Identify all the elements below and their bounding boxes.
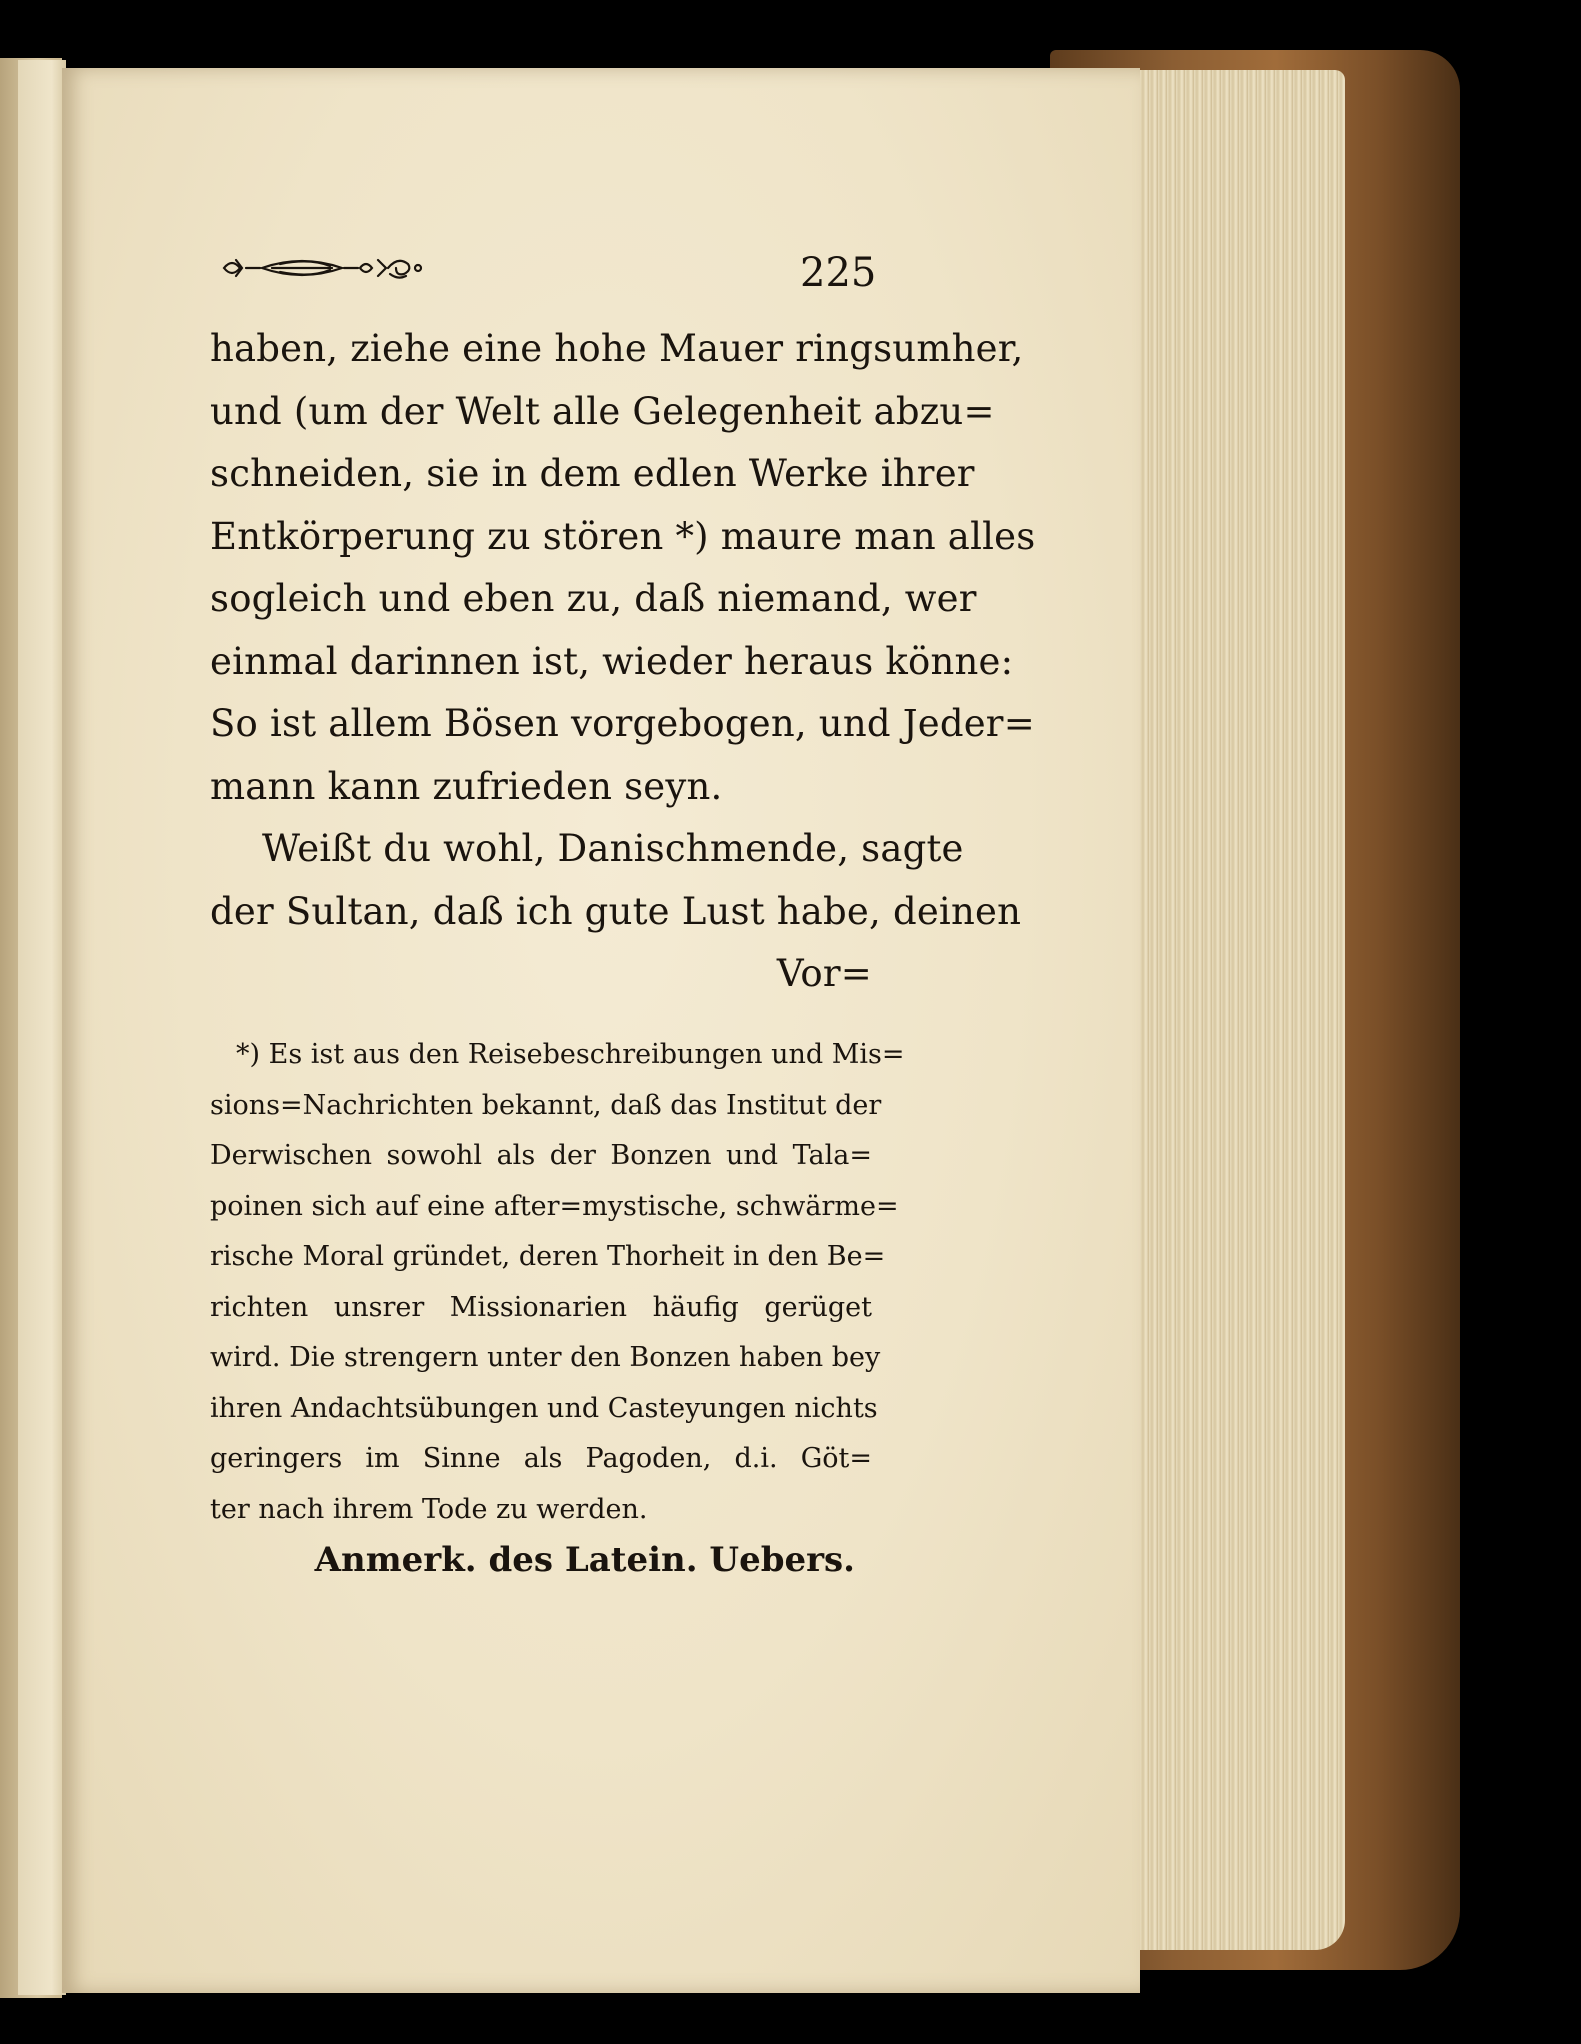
body-line: und (um der Welt alle Gelegenheit abzu=	[210, 389, 995, 433]
footnote-line: *) Es ist aus den Reisebeschreibungen und Mis=	[236, 1039, 905, 1070]
footnote-line: geringers im Sinne als Pagoden, d.i. Göt=	[210, 1443, 872, 1474]
body-line: mann kann zufrieden seyn.	[210, 764, 723, 808]
footnote-line: Derwischen sowohl als der Bonzen und Tala=	[210, 1140, 872, 1171]
footnote-line: wird. Die strengern unter den Bonzen haben bey	[210, 1342, 881, 1373]
body-line: Weißt du wohl, Danischmende, sagte	[262, 827, 964, 870]
footnote-attribution: Anmerk. des Latein. Uebers.	[314, 1540, 855, 1580]
page-number: 225	[800, 250, 877, 296]
body-line: einmal darinnen ist, wieder heraus könne:	[210, 639, 1014, 683]
header-ornament-icon	[218, 248, 438, 288]
body-line: haben, ziehe eine hohe Mauer ringsumher,	[210, 327, 1024, 370]
left-page-edge	[18, 60, 66, 1995]
body-text	[210, 318, 1036, 1006]
body-line: schneiden, sie in dem edlen Werke ihrer	[210, 452, 975, 495]
footnote-line: poinen sich auf eine after=mystische, schwärme=	[210, 1190, 899, 1222]
page-fore-edge	[1140, 70, 1345, 1950]
footnote-line: sions=Nachrichten bekannt, daß das Institut der	[210, 1089, 882, 1121]
footnote-line: rische Moral gründet, deren Thorheit in den Be=	[210, 1241, 886, 1272]
body-line: der Sultan, daß ich gute Lust habe, deinen	[210, 889, 1022, 933]
body-line: sogleich und eben zu, daß niemand, wer	[210, 577, 977, 620]
body-line: Entkörperung zu stören *) maure man alles	[210, 514, 1036, 558]
body-line: So ist allem Bösen vorgebogen, und Jeder=	[210, 702, 1035, 745]
footnote-line: richten unsrer Missionarien häufig gerüget	[210, 1291, 872, 1323]
catchword: Vor=	[776, 952, 872, 995]
footnote-line: ter nach ihrem Tode zu werden.	[210, 1493, 648, 1525]
footnote	[210, 1030, 905, 1535]
footnote-line: ihren Andachtsübungen und Casteyungen nichts	[210, 1392, 878, 1424]
